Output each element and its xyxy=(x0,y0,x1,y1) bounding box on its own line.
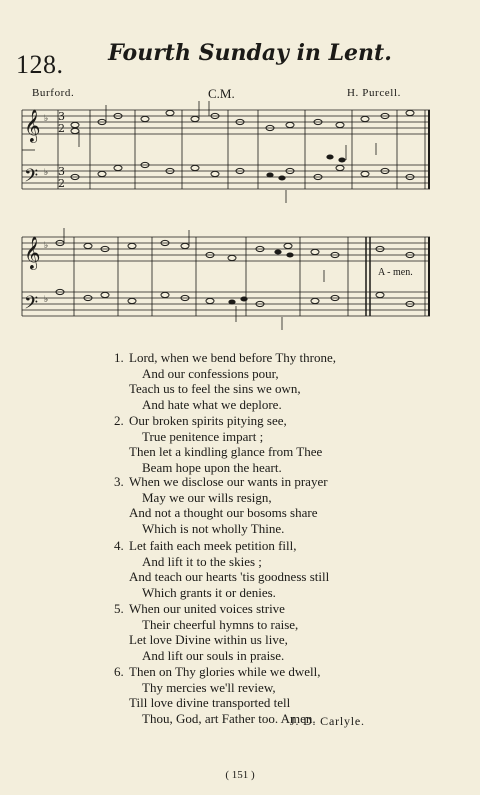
svg-text:♭: ♭ xyxy=(44,168,49,178)
verse-number: 1. xyxy=(114,350,124,365)
page-number: ( 151 ) xyxy=(225,769,255,781)
verse-line: Which is not wholly Thine. xyxy=(142,520,285,536)
verse-line: Let faith each meek petition fill, xyxy=(129,538,297,553)
hymn-number: 128. xyxy=(16,50,64,79)
verse-line: And teach our hearts 'tis goodness still xyxy=(129,569,330,584)
verse-4 xyxy=(114,538,444,600)
verse-line: And our confessions pour, xyxy=(142,365,279,381)
verse-line: When our united voices strive xyxy=(129,601,285,616)
svg-text:3: 3 xyxy=(58,165,65,178)
verse-line: Teach us to feel the sins we own, xyxy=(129,381,301,396)
verse-number: 4. xyxy=(114,538,124,553)
verse-line: Which grants it or denies. xyxy=(142,584,276,600)
verse-line: And lift it to the skies ; xyxy=(142,553,262,569)
verse-line: Thy mercies we'll review, xyxy=(142,679,276,695)
verse-line: And lift our souls in praise. xyxy=(142,647,285,663)
svg-text:♭: ♭ xyxy=(44,114,49,124)
verse-line: Then on Thy glories while we dwell, xyxy=(129,664,321,679)
verse-line: Our broken spirits pitying see, xyxy=(129,413,287,428)
svg-text:2: 2 xyxy=(58,122,65,135)
music-system-1 xyxy=(0,95,480,210)
verse-number: 6. xyxy=(114,664,124,679)
tune-name: Burford. xyxy=(32,87,75,99)
verse-line: Till love divine transported tell xyxy=(129,695,291,710)
svg-text:𝄢: 𝄢 xyxy=(24,166,39,191)
svg-text:♭: ♭ xyxy=(44,295,49,305)
hymn-title: Fourth Sunday in Lent. xyxy=(108,40,392,66)
verse-line: May we our wills resign, xyxy=(142,489,272,505)
verse-line: Their cheerful hymns to raise, xyxy=(142,616,299,632)
music-system-2 xyxy=(0,222,480,337)
svg-text:3: 3 xyxy=(58,110,65,123)
verse-number: 2. xyxy=(114,413,124,428)
amen-text: A - men. xyxy=(378,267,413,278)
verse-5 xyxy=(114,601,444,663)
svg-text:𝄢: 𝄢 xyxy=(24,293,39,318)
verse-line: And hate what we deplore. xyxy=(142,396,282,412)
composer: H. Purcell. xyxy=(347,87,401,99)
verse-1 xyxy=(114,350,444,412)
svg-text:𝄞: 𝄞 xyxy=(24,236,41,269)
verse-3 xyxy=(114,474,444,536)
svg-text:2: 2 xyxy=(58,177,65,190)
author-credit: J. D. Carlyle. xyxy=(290,714,365,728)
verse-line: And not a thought our bosoms share xyxy=(129,505,318,520)
verse-line: Then let a kindling glance from Thee xyxy=(129,444,323,459)
verse-line: Lord, when we bend before Thy throne, xyxy=(129,350,336,365)
meter: C.M. xyxy=(208,86,235,101)
svg-text:𝄞: 𝄞 xyxy=(24,109,41,142)
verse-line: True penitence impart ; xyxy=(142,428,264,444)
verse-6 xyxy=(114,664,444,726)
verse-line: When we disclose our wants in prayer xyxy=(129,474,328,489)
verse-number: 5. xyxy=(114,601,124,616)
verse-line: Thou, God, art Father too. Amen. xyxy=(142,710,316,726)
verse-line: Let love Divine within us live, xyxy=(129,632,288,647)
verse-line: Beam hope upon the heart. xyxy=(142,459,282,475)
svg-text:♭: ♭ xyxy=(44,241,49,251)
verse-number: 3. xyxy=(114,474,124,489)
verse-2 xyxy=(114,413,444,475)
